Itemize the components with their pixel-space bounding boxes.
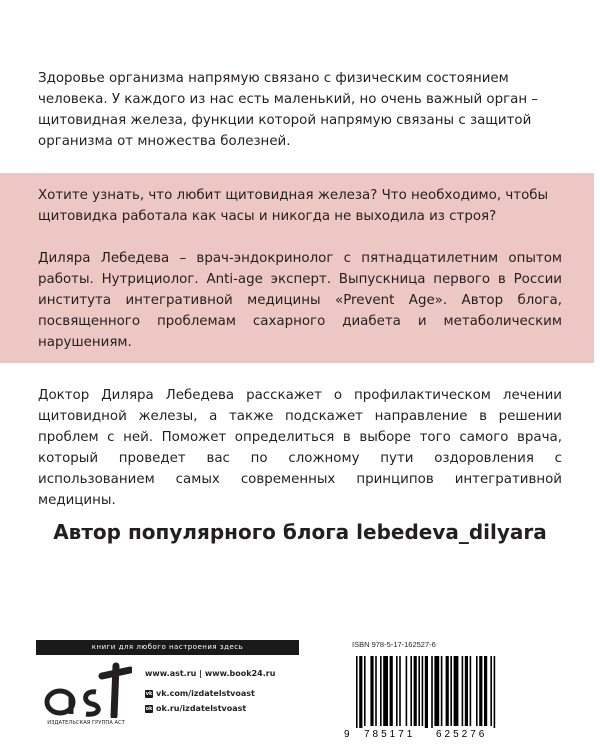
barcode-bar [431, 656, 433, 728]
isbn-label: ISBN 978-5-17-162527-6 [352, 640, 436, 649]
barcode-bar [410, 656, 412, 726]
barcode-bar [450, 656, 452, 726]
ok-icon: ok [145, 705, 153, 712]
barcode-bar [476, 656, 478, 726]
barcode-bar [375, 656, 377, 726]
barcode-bar [380, 656, 382, 726]
barcode-bar [462, 656, 464, 726]
ast-logo-icon [40, 662, 132, 718]
barcode-bar [383, 656, 388, 726]
publisher-logo [36, 662, 136, 742]
barcode-bar [490, 656, 492, 726]
barcode-bars [340, 652, 518, 728]
ok-link[interactable]: ok.ru/izdatelstvoast [156, 704, 247, 713]
vk-row [145, 686, 305, 701]
intro-paragraph: Здоровье организма напрямую связано с физическим состоянием человека. У каждого из нас есть маленький, но очень важный орган – щитовидная железа, функции которой напрямую связаны с защитой организма от множества болезней. [38, 71, 539, 149]
blog-line: Автор популярного блога lebedeva_dilyara [53, 520, 547, 544]
barcode-bar [414, 656, 417, 726]
barcode-bar [356, 656, 358, 728]
question-paragraph: Хотите узнать, что любит щитовидная железа? Что необходимо, чтобы щитовидка работала как часы и никогда не выходила из строя? [38, 188, 549, 224]
websites-text[interactable]: www.ast.ru | www.book24.ru [145, 669, 276, 678]
barcode-bar [359, 656, 362, 728]
barcode-bar [399, 656, 401, 726]
logo-caption: ИЗДАТЕЛЬСКАЯ ГРУППА АСТ [47, 720, 125, 726]
barcode-bar [406, 656, 408, 726]
barcode-bar [370, 656, 373, 726]
barcode [340, 652, 518, 742]
barcode-bar [364, 656, 366, 726]
barcode-bar [390, 656, 393, 726]
barcode-bar [479, 656, 482, 726]
barcode-bar [422, 656, 424, 726]
barcode-bar [434, 656, 439, 726]
barcode-bar [494, 656, 496, 728]
closing-paragraph: Доктор Диляра Лебедева расскажет о профилактическом лечении щитовидной железы, а также подскажет направление в решении проблем с ней. Поможет определиться в выборе того самого врача, который проведет вас по сложному пути оздоровления с использованием самых современных принципов интегративной медицины. [38, 388, 562, 508]
barcode-bar [484, 656, 487, 726]
barcode-bar [465, 656, 468, 726]
barcode-digit-lead: 9 [344, 729, 350, 740]
vk-link[interactable]: vk.com/izdatelstvoast [156, 689, 255, 698]
author-bio-paragraph: Диляра Лебедева – врач-эндокринолог с пятнадцатилетним опытом работы. Нутрициолог. Anti-age эксперт. Выпускница первого в России института интегративной медицины «Prevent Age». Автор блога, посвященного проблемам сахарного диабета и метаболическим нарушениям. [38, 251, 562, 350]
barcode-bar [418, 656, 420, 726]
barcode-bar [441, 656, 443, 726]
barcode-bar [396, 656, 398, 726]
barcode-digits-right: 625276 [436, 729, 488, 740]
websites-row [145, 666, 305, 681]
vk-icon: vk [145, 690, 153, 697]
barcode-bar [446, 656, 449, 726]
publisher-links [145, 666, 305, 716]
publisher-slogan: книги для любого настроения здесь [36, 640, 299, 655]
ok-row [145, 701, 305, 716]
barcode-digits-left: 785171 [364, 729, 416, 740]
barcode-bar [425, 656, 428, 728]
barcode-bar [454, 656, 459, 726]
barcode-bar [470, 656, 472, 726]
